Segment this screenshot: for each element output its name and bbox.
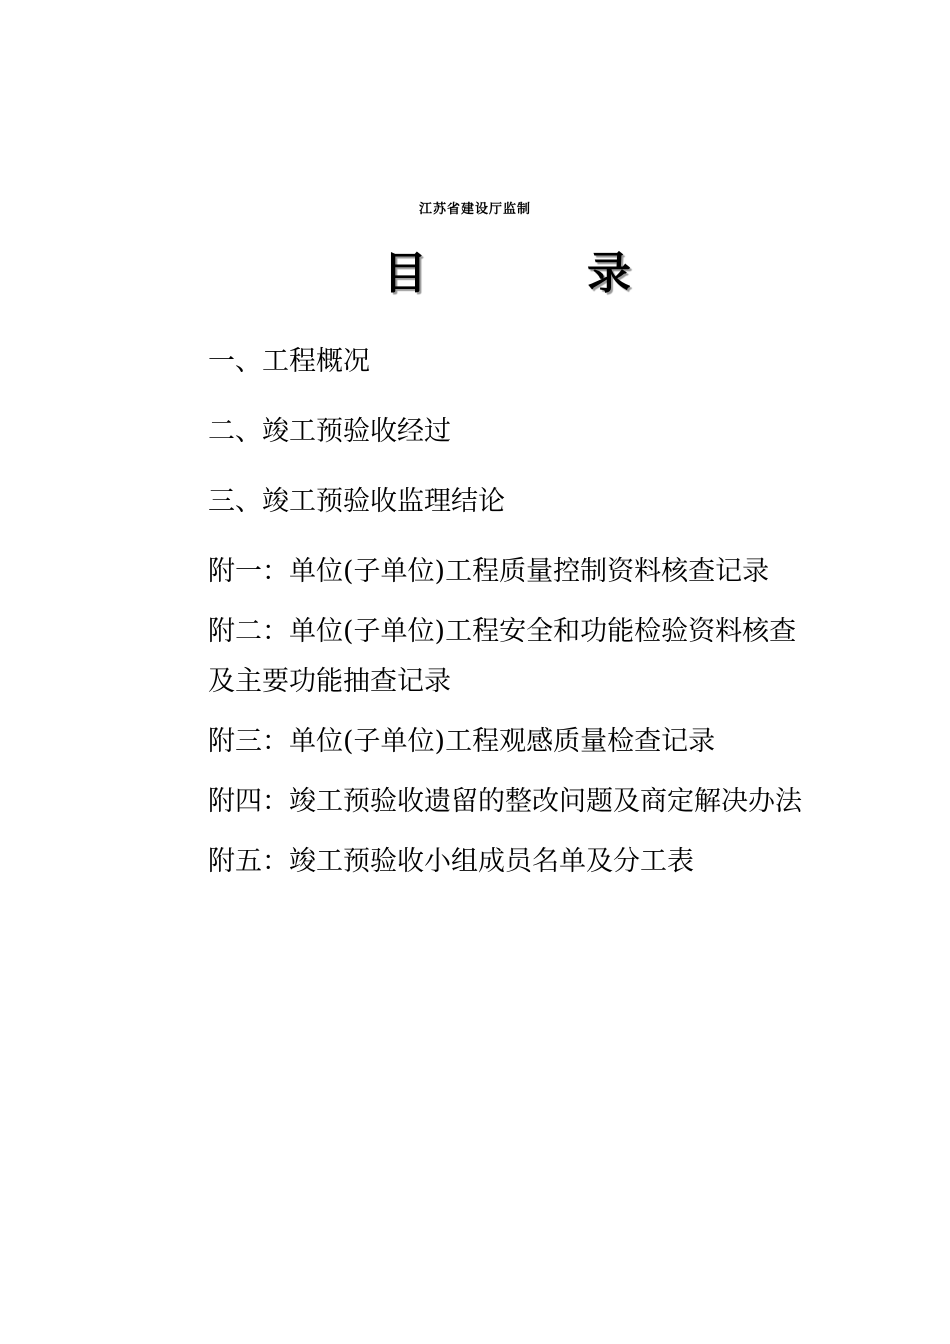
toc-item-appendix-3: 附三：单位(子单位)工程观感质量检查记录 [208,726,716,757]
page-title [383,244,643,304]
toc-item-appendix-2-continued: 及主要功能抽查记录 [208,666,451,697]
toc-item-appendix-5: 附五：竣工预验收小组成员名单及分工表 [208,846,694,877]
toc-item-supervision-conclusion: 三、竣工预验收监理结论 [208,486,505,517]
toc-item-project-overview: 一、工程概况 [208,346,370,377]
issuer-label: 江苏省建设厅监制 [418,202,531,217]
toc-item-appendix-4: 附四：竣工预验收遗留的整改问题及商定解决办法 [208,786,802,817]
title-char-mu: 目 [383,248,427,299]
toc-item-appendix-2: 附二：单位(子单位)工程安全和功能检验资料核查 [208,616,797,647]
toc-item-appendix-1: 附一：单位(子单位)工程质量控制资料核查记录 [208,556,770,587]
toc-item-pre-acceptance-process: 二、竣工预验收经过 [208,416,451,447]
title-char-lu: 录 [587,248,631,299]
